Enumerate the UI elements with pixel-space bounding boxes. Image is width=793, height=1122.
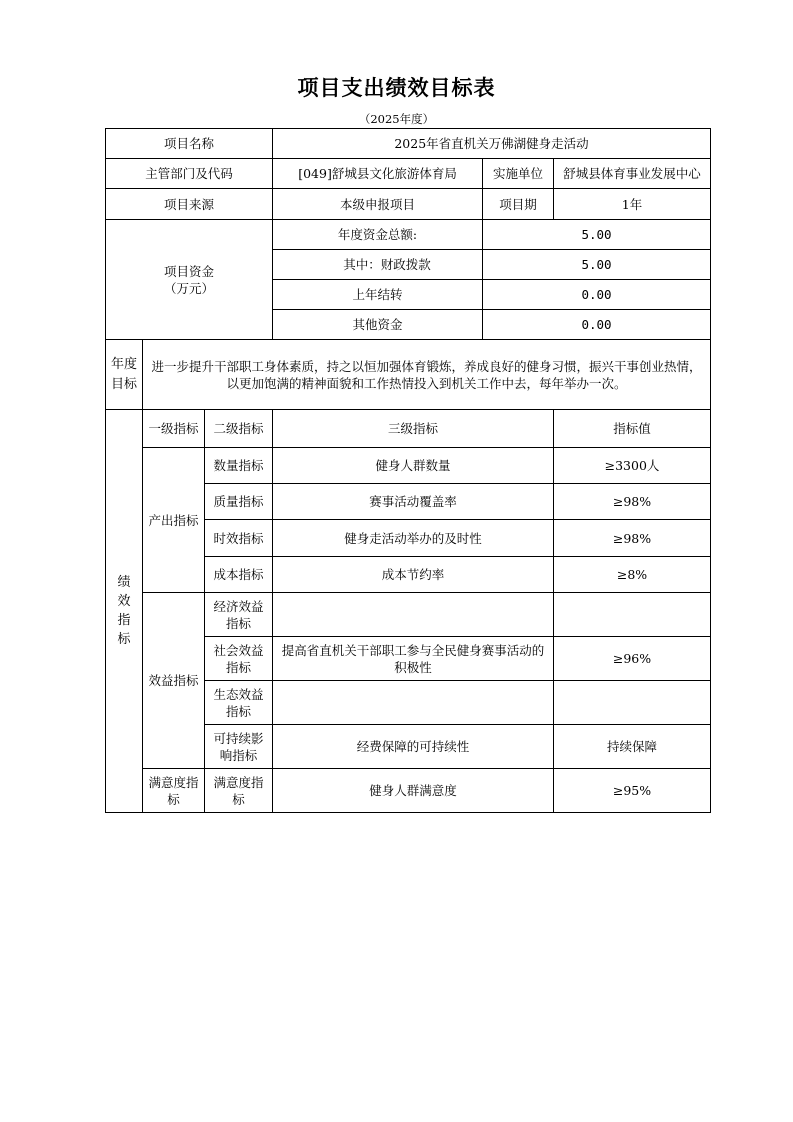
source-value: 本级申报项目	[273, 189, 483, 220]
funds-total-row	[106, 220, 711, 250]
funds-carryover-label: 上年结转	[273, 280, 483, 310]
period-label: 项目期	[483, 189, 554, 220]
fiscal-year: （2025年度）	[358, 112, 435, 126]
page-title: 项目支出绩效目标表	[297, 76, 496, 100]
level2-cell: 经济效益指标	[205, 593, 273, 637]
level3-cell	[273, 593, 554, 637]
source-row	[106, 189, 711, 220]
level3-cell	[273, 681, 554, 725]
value-cell: ≥98%	[554, 484, 711, 520]
level2-cell: 社会效益指标	[205, 637, 273, 681]
level3-cell: 健身人群数量	[273, 448, 554, 484]
table-row	[106, 769, 711, 813]
value-cell: ≥96%	[554, 637, 711, 681]
value-cell: 持续保障	[554, 725, 711, 769]
satisfaction-indicator-label: 满意度指标	[143, 769, 205, 813]
indicators-label-text: 绩效指标	[117, 575, 131, 647]
level2-cell: 成本指标	[205, 557, 273, 593]
output-indicator-label: 产出指标	[143, 448, 205, 593]
source-label: 项目来源	[106, 189, 273, 220]
indicators-label	[106, 410, 143, 813]
level3-cell: 健身人群满意度	[273, 769, 554, 813]
level2-cell: 满意度指标	[205, 769, 273, 813]
goal-row	[106, 340, 711, 410]
funds-fiscal-label: 其中：财政拨款	[273, 250, 483, 280]
implementer-value: 舒城县体育事业发展中心	[554, 159, 711, 189]
implementer-label: 实施单位	[483, 159, 554, 189]
project-name-row	[106, 129, 711, 159]
level3-cell: 赛事活动覆盖率	[273, 484, 554, 520]
level2-cell: 数量指标	[205, 448, 273, 484]
funds-carryover-value: 0.00	[483, 280, 711, 310]
goal-text: 进一步提升干部职工身体素质，持之以恒加强体育锻炼，养成良好的健身习惯，振兴干事创业热情，以更加饱满的精神面貌和工作热情投入到机关工作中去，每年举办一次。	[143, 340, 711, 410]
department-label: 主管部门及代码	[106, 159, 273, 189]
level2-cell: 生态效益指标	[205, 681, 273, 725]
goal-label: 年度目标	[106, 340, 143, 410]
project-name-value: 2025年省直机关万佛湖健身走活动	[273, 129, 711, 159]
funds-other-label: 其他资金	[273, 310, 483, 340]
value-cell: ≥8%	[554, 557, 711, 593]
header-value: 指标值	[554, 410, 711, 448]
funds-total-value: 5.00	[483, 220, 711, 250]
performance-table	[105, 128, 711, 813]
value-cell: ≥3300人	[554, 448, 711, 484]
value-cell	[554, 593, 711, 637]
funds-unit: （万元）	[164, 280, 215, 296]
header-level1: 一级指标	[143, 410, 205, 448]
level2-cell: 可持续影响指标	[205, 725, 273, 769]
benefit-indicator-label: 效益指标	[143, 593, 205, 769]
funds-fiscal-value: 5.00	[483, 250, 711, 280]
table-row	[106, 593, 711, 637]
department-row	[106, 159, 711, 189]
department-value: [049]舒城县文化旅游体育局	[273, 159, 483, 189]
period-value: 1年	[554, 189, 711, 220]
level2-cell: 时效指标	[205, 520, 273, 557]
project-name-label: 项目名称	[106, 129, 273, 159]
level3-cell: 成本节约率	[273, 557, 554, 593]
funds-label-text: 项目资金	[164, 263, 215, 279]
level3-cell: 健身走活动举办的及时性	[273, 520, 554, 557]
value-cell: ≥95%	[554, 769, 711, 813]
funds-other-value: 0.00	[483, 310, 711, 340]
value-cell: ≥98%	[554, 520, 711, 557]
value-cell	[554, 681, 711, 725]
funds-total-label: 年度资金总额:	[273, 220, 483, 250]
funds-label	[106, 220, 273, 340]
header-level2: 二级指标	[205, 410, 273, 448]
level3-cell: 经费保障的可持续性	[273, 725, 554, 769]
indicator-header-row	[106, 410, 711, 448]
level2-cell: 质量指标	[205, 484, 273, 520]
header-level3: 三级指标	[273, 410, 554, 448]
table-row	[106, 448, 711, 484]
level3-cell: 提高省直机关干部职工参与全民健身赛事活动的积极性	[273, 637, 554, 681]
